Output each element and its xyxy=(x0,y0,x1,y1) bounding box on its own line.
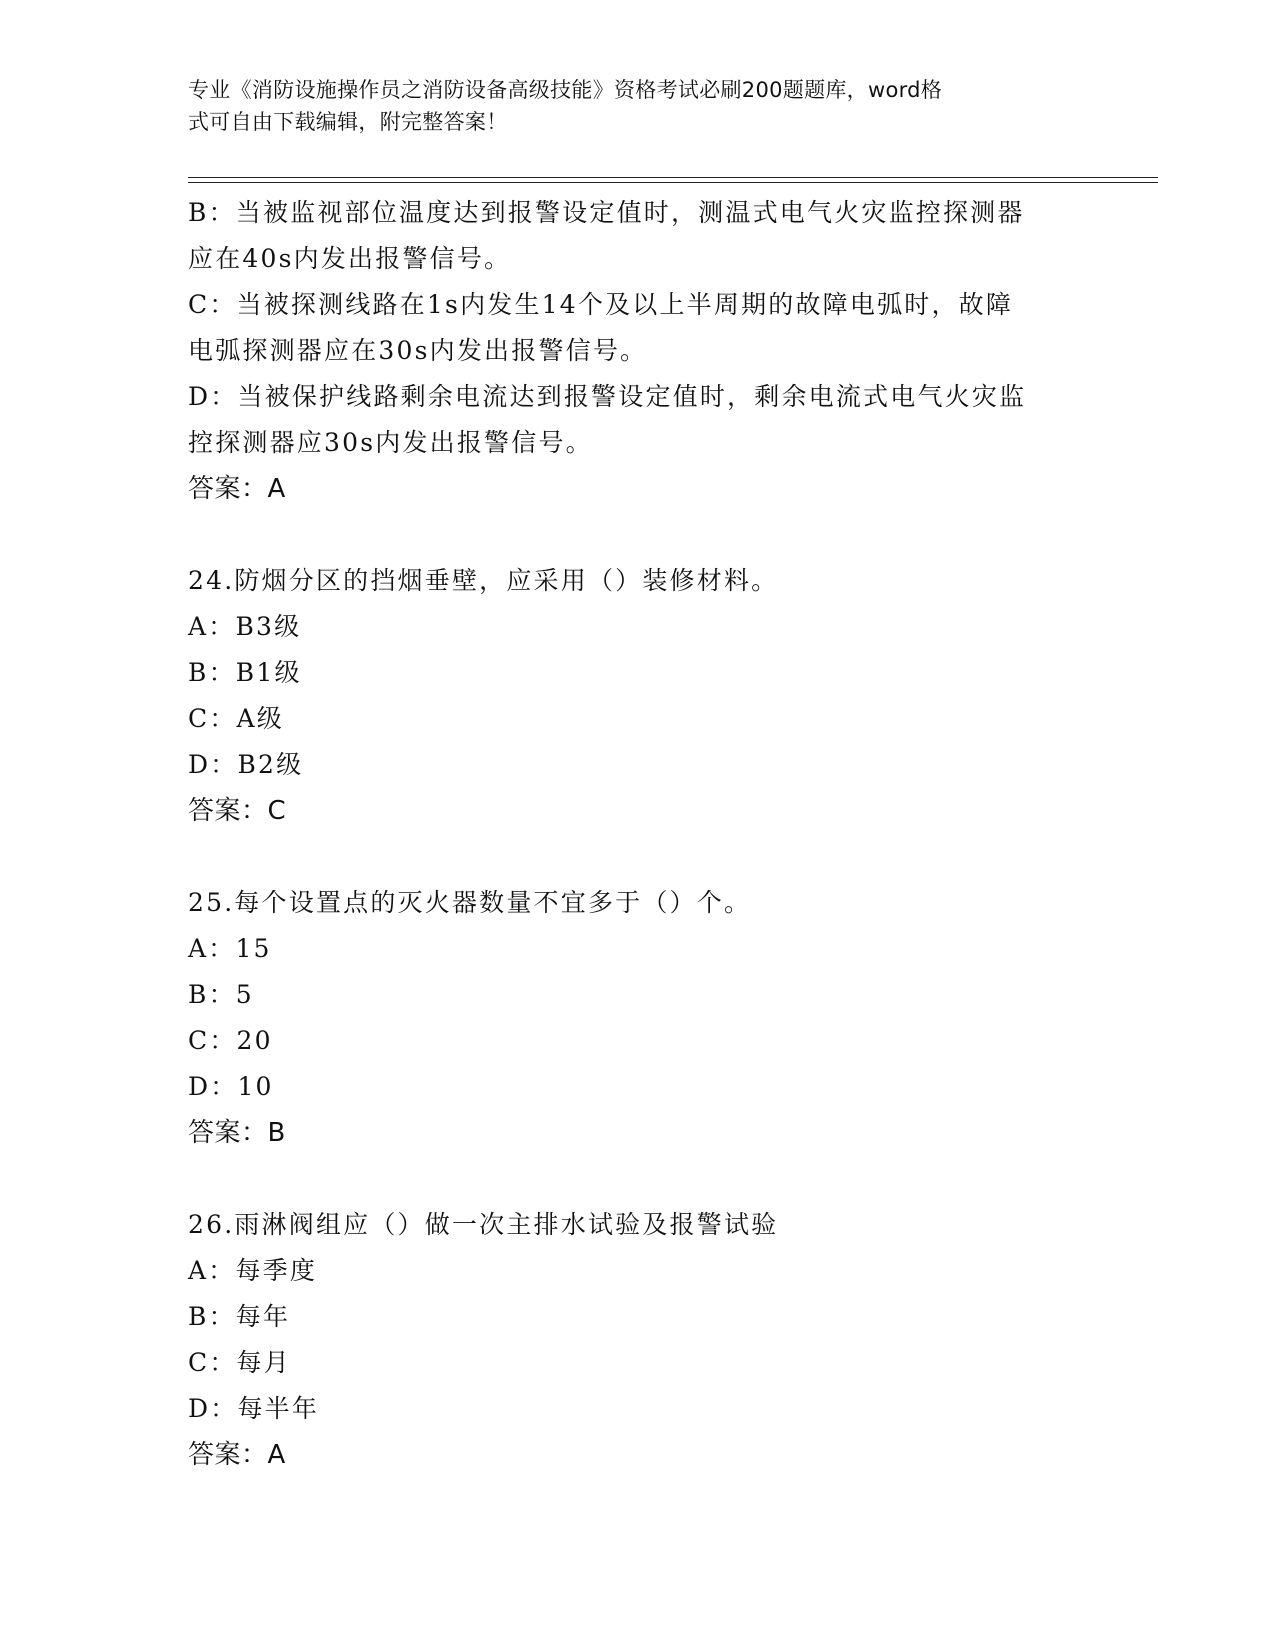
option-line: C：当被探测线路在1s内发生14个及以上半周期的故障电弧时，故障 xyxy=(188,290,1014,319)
answer-line: 答案：A xyxy=(188,1440,286,1470)
option-b: B：每年 xyxy=(188,1302,291,1331)
option-c: C：20 xyxy=(188,1026,273,1055)
answer-line: 答案：C xyxy=(188,796,287,826)
option-line: B：当被监视部位温度达到报警设定值时，测温式电气火灾监控探测器 xyxy=(188,198,1025,227)
header-divider-top xyxy=(188,177,1158,178)
question-list xyxy=(188,190,1088,1478)
option-a: A：B3级 xyxy=(188,612,302,641)
question-26 xyxy=(188,1202,1088,1478)
option-d: D：B2级 xyxy=(188,750,304,779)
question-stem: 25.每个设置点的灭火器数量不宜多于（）个。 xyxy=(188,888,752,917)
spacer xyxy=(188,834,1088,880)
answer-line: 答案：B xyxy=(188,1118,286,1148)
question-stem: 26.雨淋阀组应（）做一次主排水试验及报警试验 xyxy=(188,1210,779,1239)
spacer xyxy=(188,1156,1088,1202)
answer-line: 答案：A xyxy=(188,474,286,504)
option-b: B：B1级 xyxy=(188,658,302,687)
question-24 xyxy=(188,558,1088,834)
question-stem: 24.防烟分区的挡烟垂壁，应采用（）装修材料。 xyxy=(188,566,779,595)
option-line: 电弧探测器应在30s内发出报警信号。 xyxy=(188,336,648,365)
option-d: D：10 xyxy=(188,1072,274,1101)
spacer xyxy=(188,512,1088,558)
option-line: D：当被保护线路剩余电流达到报警设定值时，剩余电流式电气火灾监 xyxy=(188,382,1027,411)
option-a: A：每季度 xyxy=(188,1256,318,1285)
header-line-2: 式可自由下载编辑，附完整答案！ xyxy=(188,110,508,134)
option-d: D：每半年 xyxy=(188,1394,320,1423)
option-a: A：15 xyxy=(188,934,272,963)
option-b: B：5 xyxy=(188,980,254,1009)
option-line: 应在40s内发出报警信号。 xyxy=(188,244,512,273)
question-25 xyxy=(188,880,1088,1156)
question-23-continued xyxy=(188,190,1088,512)
header-line-1: 专业《消防设施操作员之消防设备高级技能》资格考试必刷200题题库，word格 xyxy=(188,78,943,102)
document-header xyxy=(188,74,1068,138)
option-c: C：A级 xyxy=(188,704,284,733)
option-line: 控探测器应30s内发出报警信号。 xyxy=(188,428,593,457)
header-divider-bottom xyxy=(188,182,1158,183)
option-c: C：每月 xyxy=(188,1348,291,1377)
